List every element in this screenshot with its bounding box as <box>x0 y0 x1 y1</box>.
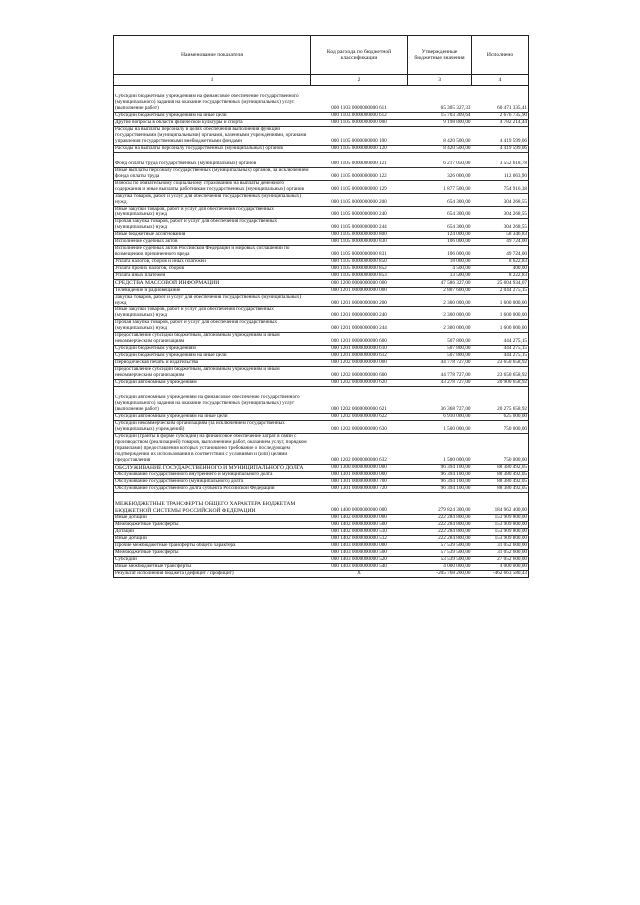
row-indicator-name: Иные бюджетные ассигнования <box>114 232 311 239</box>
row-executed-value: -462 663 580,43 <box>472 570 529 577</box>
table-row <box>114 433 529 464</box>
row-approved-value: 654 300,00 <box>408 219 472 232</box>
row-executed-value: 27 052 600,00 <box>472 556 529 563</box>
row-classification-code: 000 1105 0000000000 240 <box>311 206 408 219</box>
row-indicator-name: Субсидии бюджетным учреждениям на иные цели <box>114 112 311 119</box>
table-row <box>114 119 529 126</box>
table-row <box>114 521 529 528</box>
row-executed-value: 88 380 492,05 <box>472 464 529 471</box>
row-classification-code: 000 1402 0000000000 000 <box>311 514 408 521</box>
row-indicator-name: Уплата прочих налогов, сборов <box>114 266 311 273</box>
row-indicator-name: Обслуживание государственного (муниципального) долга <box>114 479 311 486</box>
row-approved-value: 53 539 500,00 <box>408 556 472 563</box>
row-approved-value: 57 539 500,00 <box>408 549 472 556</box>
row-classification-code: 000 1105 0000000000 800 <box>311 232 408 239</box>
row-approved-value: 654 300,00 <box>408 206 472 219</box>
table-row <box>114 219 529 232</box>
row-indicator-name: Предоставление субсидий бюджетным, автономным учреждениям и иным некоммерческим организациям <box>114 367 311 380</box>
row-classification-code: X <box>311 570 408 577</box>
row-executed-value: 23 650 658,92 <box>472 360 529 367</box>
row-approved-value: 43 278 727,00 <box>408 380 472 387</box>
row-approved-value: 124 000,00 <box>408 232 472 239</box>
row-executed-value: 153 909 800,00 <box>472 528 529 535</box>
row-indicator-name: ОБСЛУЖИВАНИЕ ГОСУДАРСТВЕННОГО И МУНИЦИПАЛЬНОГО ДОЛГА <box>114 464 311 471</box>
table-row <box>114 126 529 145</box>
row-classification-code <box>311 86 408 95</box>
row-executed-value: 304 268,55 <box>472 193 529 206</box>
row-classification-code: 000 1402 0000000000 512 <box>311 535 408 542</box>
row-approved-value: 279 824 300,00 <box>408 501 472 514</box>
row-classification-code: 000 1105 0000000000 120 <box>311 145 408 152</box>
row-indicator-name: Иные закупки товаров, работ и услуг для обеспечения государственных (муниципальных) нужд <box>114 206 311 219</box>
table-row <box>114 287 529 294</box>
row-executed-value: 4 782 214,44 <box>472 119 529 126</box>
row-executed-value: 754 916,38 <box>472 180 529 193</box>
table-row <box>114 501 529 514</box>
row-executed-value: 88 380 492,05 <box>472 479 529 486</box>
row-indicator-name: Взносы по обязательному социальному страхованию на выплаты денежного содержания и иные выплаты работникам государственных (муниципальных) органов <box>114 180 311 193</box>
row-classification-code: 000 1202 0000000000 622 <box>311 414 408 421</box>
row-indicator-name: Телевидение и радиовещание <box>114 287 311 294</box>
table-row <box>114 414 529 421</box>
row-approved-value: 1 877 500,00 <box>408 180 472 193</box>
row-indicator-name: Исполнение судебных актов <box>114 239 311 246</box>
row-classification-code: 000 1105 0000000000 244 <box>311 219 408 232</box>
row-classification-code: 000 1202 0000000000 632 <box>311 433 408 464</box>
row-classification-code: 000 1105 0000000000 831 <box>311 246 408 259</box>
row-classification-code: 000 1201 0000000000 200 <box>311 294 408 307</box>
row-approved-value: 18 000,00 <box>408 259 472 266</box>
row-indicator-name: Субсидии (гранты в форме субсидий) на финансовое обеспечение затрат в связи с производством (реализацией) товаров, выполнением работ, оказанием услуг, порядком (правилами) предоставления которых установлено требование о последующем подтверждении их использования в соответствии с условиями и (или) целями предоставления <box>114 433 311 464</box>
row-classification-code: 000 1201 0000000000 600 <box>311 333 408 346</box>
row-approved-value: 4 000 000,00 <box>408 563 472 570</box>
row-executed-value <box>472 493 529 502</box>
header-number-1: 1 <box>114 75 311 86</box>
row-approved-value: 222 284 800,00 <box>408 514 472 521</box>
row-classification-code: 000 1103 0000000000 612 <box>311 112 408 119</box>
row-approved-value: 106 000,00 <box>408 239 472 246</box>
row-approved-value: 2 300 000,00 <box>408 307 472 320</box>
row-approved-value: 47 586 327,00 <box>408 280 472 287</box>
row-indicator-name: Предоставление субсидий бюджетным, автономным учреждениям и иным некоммерческим организациям <box>114 333 311 346</box>
row-classification-code: 000 1301 0000000000 700 <box>311 479 408 486</box>
row-classification-code: 000 1105 0000000000 100 <box>311 126 408 145</box>
row-indicator-name: Обслуживание государственного внутреннего и муниципального долга <box>114 472 311 479</box>
row-executed-value: 1 600 000,00 <box>472 294 529 307</box>
row-indicator-name <box>114 86 311 95</box>
row-executed-value: 444 275,15 <box>472 346 529 353</box>
row-executed-value: 2 676 735,90 <box>472 112 529 119</box>
row-indicator-name: Дотации <box>114 528 311 535</box>
row-approved-value: 96 394 100,00 <box>408 472 472 479</box>
row-indicator-name: Иные выплаты персоналу государственных (муниципальных) органов, за исключением фонда оплаты труда <box>115 167 309 179</box>
table-row <box>114 152 529 161</box>
table-row <box>114 514 529 521</box>
row-executed-value: 49 724,00 <box>472 246 529 259</box>
budget-execution-table <box>113 35 529 578</box>
row-indicator-name: Иные дотации <box>114 535 311 542</box>
row-classification-code: 000 1402 0000000000 510 <box>311 528 408 535</box>
row-indicator-name: СРЕДСТВА МАССОВОЙ ИНФОРМАЦИИ <box>114 280 311 287</box>
row-executed-value: 304 268,55 <box>472 206 529 219</box>
row-indicator-name: Прочая закупка товаров, работ и услуг для обеспечения государственных (муниципальных) нужд <box>114 219 311 232</box>
row-approved-value: 1 500 000,00 <box>408 420 472 433</box>
row-executed-value: 625 000,00 <box>472 414 529 421</box>
row-indicator-name: Прочие межбюджетные трансферты общего характера <box>114 542 311 549</box>
row-indicator-name: Периодическая печать и издательства <box>114 360 311 367</box>
row-indicator-name: Субсидии бюджетным учреждениям на финансовое обеспечение государственного (муниципального) задания на оказание государственных (муниципальных) услуг (выполнение работ) <box>114 94 311 112</box>
row-approved-value: 654 300,00 <box>408 193 472 206</box>
row-executed-value: 1 600 000,00 <box>472 320 529 333</box>
row-indicator-name: Иные дотации <box>114 514 311 521</box>
row-indicator-name: Субсидии автономным учреждениям на финансовое обеспечение государственного (муниципального) задания на оказание государственных (муниципальных) услуг (выполнение работ) <box>114 395 311 413</box>
row-approved-value: -205 768 200,00 <box>408 570 472 577</box>
table-row <box>114 320 529 333</box>
table-row <box>114 563 529 570</box>
row-indicator-name: Расходы на выплаты персоналу в целях обеспечения выполнения функций государственными (муниципальными) органами, казенными учреждениями, органами управления государственными внебюджетными фондами <box>114 126 311 145</box>
row-executed-value: 20 900 658,92 <box>472 380 529 387</box>
table-row <box>114 493 529 502</box>
table-row <box>114 479 529 486</box>
row-approved-value <box>408 152 472 161</box>
row-approved-value <box>408 86 472 95</box>
row-classification-code: 000 1105 0000000000 000 <box>311 119 408 126</box>
row-approved-value: 222 284 800,00 <box>408 521 472 528</box>
row-indicator-name: Субсидии некоммерческим организациям (за исключением государственных (муниципальных) учреждений) <box>114 420 311 433</box>
row-indicator-name: Другие вопросы в области физической культуры и спорта <box>114 119 311 126</box>
row-approved-value: 507 800,00 <box>408 333 472 346</box>
table-row <box>114 112 529 119</box>
row-classification-code: 000 1202 0000000000 000 <box>311 360 408 367</box>
row-approved-value: 326 000,00 <box>408 167 472 180</box>
row-executed-value: 750 000,00 <box>472 433 529 464</box>
table-body <box>114 86 529 578</box>
row-indicator-name: Результат исполнения бюджета (дефицит / профицит) <box>114 570 311 577</box>
row-executed-value: 23 650 658,92 <box>472 367 529 380</box>
table-row <box>114 273 529 280</box>
row-approved-value: 222 284 800,00 <box>408 528 472 535</box>
row-approved-value: 65 305 327,33 <box>408 94 472 112</box>
row-executed-value: 4 000 000,00 <box>472 563 529 570</box>
row-executed-value: 1 600 000,00 <box>472 307 529 320</box>
row-approved-value: 15 703 309,64 <box>408 112 472 119</box>
row-indicator-name: Прочая закупка товаров, работ и услуг для обеспечения государственных (муниципальных) нужд <box>114 320 311 333</box>
row-executed-value: 4 419 599,06 <box>472 145 529 152</box>
row-approved-value <box>408 387 472 396</box>
row-classification-code: 000 1105 0000000000 121 <box>311 161 408 167</box>
row-classification-code: 000 1201 0000000000 244 <box>311 320 408 333</box>
row-executed-value <box>472 152 529 161</box>
row-classification-code: 000 1403 0000000000 520 <box>311 556 408 563</box>
header-executed: Исполнено <box>472 36 529 75</box>
row-classification-code: 000 1202 0000000000 621 <box>311 395 408 413</box>
table-row <box>114 528 529 535</box>
table-row <box>114 266 529 273</box>
row-indicator-name <box>114 152 311 161</box>
table-row <box>114 94 529 112</box>
table-row <box>114 472 529 479</box>
row-classification-code: 000 1403 0000000000 000 <box>311 542 408 549</box>
row-classification-code <box>311 387 408 396</box>
row-approved-value: 6 910 000,00 <box>408 414 472 421</box>
row-executed-value: 60 471 335,41 <box>472 94 529 112</box>
row-approved-value: 8 420 500,00 <box>408 145 472 152</box>
row-executed-value: 49 724,00 <box>472 239 529 246</box>
table-row <box>114 259 529 266</box>
row-approved-value: 96 394 100,00 <box>408 479 472 486</box>
row-approved-value: 96 394 100,00 <box>408 464 472 471</box>
row-classification-code: 000 1103 0000000000 611 <box>311 94 408 112</box>
row-indicator-name: Закупка товаров, работ и услуг для обеспечения государственных (муниципальных) нужд <box>114 294 311 307</box>
row-approved-value: 36 368 727,00 <box>408 395 472 413</box>
row-classification-code: 000 1301 0000000000 000 <box>311 472 408 479</box>
table-row <box>114 333 529 346</box>
row-approved-value: 507 800,00 <box>408 353 472 360</box>
row-classification-code: 000 1400 0000000000 000 <box>311 501 408 514</box>
row-executed-value: 4 419 599,06 <box>472 126 529 145</box>
row-classification-code: 000 1105 0000000000 853 <box>311 273 408 280</box>
row-approved-value: 6 217 050,00 <box>408 161 472 167</box>
row-classification-code: 000 1403 0000000000 500 <box>311 549 408 556</box>
row-classification-code: 000 1201 0000000000 612 <box>311 353 408 360</box>
table-row <box>114 367 529 380</box>
table-row <box>114 549 529 556</box>
table-row <box>114 232 529 239</box>
row-classification-code: 000 1202 0000000000 630 <box>311 420 408 433</box>
header-number-4: 4 <box>472 75 529 86</box>
row-executed-value: 3 552 618,78 <box>472 161 529 167</box>
row-classification-code: 000 1300 0000000000 000 <box>311 464 408 471</box>
row-executed-value <box>472 86 529 95</box>
row-executed-value: 88 380 492,05 <box>472 472 529 479</box>
header-approved-values: Утвержденные бюджетные значения <box>408 36 472 75</box>
row-classification-code: 000 1105 0000000000 852 <box>311 266 408 273</box>
row-approved-value: 96 394 100,00 <box>408 486 472 493</box>
row-executed-value: 400,00 <box>472 266 529 273</box>
header-number-3: 3 <box>408 75 472 86</box>
table-row <box>114 486 529 493</box>
row-classification-code: 000 1202 0000000000 600 <box>311 367 408 380</box>
budget-report-page <box>113 35 528 578</box>
row-executed-value: 31 052 600,00 <box>472 549 529 556</box>
table-row <box>114 145 529 152</box>
table-row <box>114 239 529 246</box>
table-row <box>114 380 529 387</box>
table-header <box>114 36 529 86</box>
row-executed-value: 444 275,15 <box>472 333 529 346</box>
table-row <box>114 395 529 413</box>
row-executed-value: 444 275,15 <box>472 353 529 360</box>
row-approved-value: 106 000,00 <box>408 246 472 259</box>
row-indicator-name: Субсидии автономным учреждениям на иные цели <box>114 414 311 421</box>
row-approved-value: 2 300 000,00 <box>408 294 472 307</box>
row-approved-value: 222 284 800,00 <box>408 535 472 542</box>
row-indicator-name: Уплата налогов, сборов и иных платежей <box>114 259 311 266</box>
row-indicator-name: Субсидии автономным учреждениям <box>114 380 311 387</box>
table-row <box>114 464 529 471</box>
row-executed-value <box>472 387 529 396</box>
table-row <box>114 193 529 206</box>
row-executed-value: 153 909 800,00 <box>472 535 529 542</box>
table-row <box>114 180 529 193</box>
row-indicator-name: Субсидии <box>114 556 311 563</box>
row-executed-value: 153 909 800,00 <box>472 521 529 528</box>
row-approved-value: 8 420 500,00 <box>408 126 472 145</box>
row-classification-code: 000 1402 0000000000 500 <box>311 521 408 528</box>
row-indicator-name: Субсидии бюджетным учреждениям <box>114 346 311 353</box>
row-classification-code: 000 1105 0000000000 850 <box>311 259 408 266</box>
row-approved-value: 57 539 500,00 <box>408 542 472 549</box>
row-executed-value: 8 622,83 <box>472 259 529 266</box>
table-row <box>114 556 529 563</box>
row-indicator-name: Межбюджетные трансферты <box>114 521 311 528</box>
table-row <box>114 535 529 542</box>
row-indicator-name: Иные межбюджетные трансферты <box>114 563 311 570</box>
row-executed-value: 58 346,83 <box>472 232 529 239</box>
row-approved-value: 44 778 727,00 <box>408 360 472 367</box>
row-classification-code: 000 1301 0000000000 720 <box>311 486 408 493</box>
row-classification-code: 000 1105 0000000000 200 <box>311 193 408 206</box>
table-row <box>114 542 529 549</box>
row-executed-value: 153 909 800,00 <box>472 514 529 521</box>
header-number-2: 2 <box>311 75 408 86</box>
row-executed-value: 304 268,55 <box>472 219 529 232</box>
row-executed-value: 112 063,90 <box>472 167 529 180</box>
header-classification-code: Код расхода по бюджетной классификации <box>311 36 408 75</box>
row-approved-value: 44 778 727,00 <box>408 367 472 380</box>
row-indicator-name: Расходы на выплаты персоналу государственных (муниципальных) органов <box>114 145 311 152</box>
row-executed-value: 31 052 600,00 <box>472 542 529 549</box>
table-row <box>114 387 529 396</box>
table-row <box>114 360 529 367</box>
row-classification-code <box>311 152 408 161</box>
table-row <box>114 246 529 259</box>
row-indicator-name: Обслуживание государственного долга субъекта Российской Федерации <box>114 486 311 493</box>
row-approved-value: 2 807 600,00 <box>408 287 472 294</box>
row-indicator-name: Исполнение судебных актов Российской Федерации и мировых соглашений по возмещению причиненного вреда <box>114 246 311 259</box>
row-executed-value: 20 275 658,92 <box>472 395 529 413</box>
row-approved-value: 2 300 000,00 <box>408 320 472 333</box>
row-indicator-name: Закупка товаров, работ и услуг для обеспечения государственных (муниципальных) нужд <box>114 193 311 206</box>
row-executed-value: 88 380 492,05 <box>472 486 529 493</box>
row-executed-value: 2 044 275,15 <box>472 287 529 294</box>
row-classification-code: 000 1200 0000000000 000 <box>311 280 408 287</box>
row-classification-code: 000 1201 0000000000 610 <box>311 346 408 353</box>
table-row <box>114 420 529 433</box>
row-approved-value <box>408 493 472 502</box>
row-classification-code: 000 1105 0000000000 122 <box>311 167 408 180</box>
row-indicator-name: Иные закупки товаров, работ и услуг для обеспечения государственных (муниципальных) нужд <box>114 307 311 320</box>
table-row <box>114 307 529 320</box>
row-approved-value: 4 500,00 <box>408 266 472 273</box>
table-row <box>114 346 529 353</box>
table-row <box>114 86 529 95</box>
row-classification-code: 000 1201 0000000000 240 <box>311 307 408 320</box>
table-row <box>114 206 529 219</box>
row-approved-value: 9 198 800,00 <box>408 119 472 126</box>
table-row <box>114 167 529 180</box>
row-classification-code: 000 1105 0000000000 129 <box>311 180 408 193</box>
row-classification-code <box>311 493 408 502</box>
table-row <box>114 353 529 360</box>
row-approved-value: 13 500,00 <box>408 273 472 280</box>
row-executed-value: 8 222,83 <box>472 273 529 280</box>
table-row <box>114 570 529 577</box>
row-classification-code: 000 1201 0000000000 000 <box>311 287 408 294</box>
table-row <box>114 280 529 287</box>
row-classification-code: 000 1403 0000000000 540 <box>311 563 408 570</box>
row-executed-value: 25 604 934,07 <box>472 280 529 287</box>
row-indicator-name: МЕЖБЮДЖЕТНЫЕ ТРАНСФЕРТЫ ОБЩЕГО ХАРАКТЕРА БЮДЖЕТАМ БЮДЖЕТНОЙ СИСТЕМЫ РОССИЙСКОЙ ФЕДЕРАЦИИ <box>114 501 311 514</box>
row-executed-value: 184 962 400,00 <box>472 501 529 514</box>
row-indicator-name: Фонд оплаты труда государственных (муниципальных) органов <box>114 161 311 167</box>
row-indicator-name: Субсидии бюджетным учреждениям на иные цели <box>114 353 311 360</box>
row-approved-value: 1 500 000,00 <box>408 433 472 464</box>
row-indicator-name <box>114 387 311 396</box>
row-approved-value: 507 800,00 <box>408 346 472 353</box>
row-classification-code: 000 1202 0000000000 620 <box>311 380 408 387</box>
row-indicator-name <box>114 493 311 502</box>
row-executed-value: 750 000,00 <box>472 420 529 433</box>
row-indicator-name: Межбюджетные трансферты <box>114 549 311 556</box>
row-indicator-name: Уплата иных платежей <box>114 273 311 280</box>
table-row <box>114 294 529 307</box>
row-classification-code: 000 1105 0000000000 830 <box>311 239 408 246</box>
header-indicator-name: Наименование показателя <box>114 36 311 75</box>
